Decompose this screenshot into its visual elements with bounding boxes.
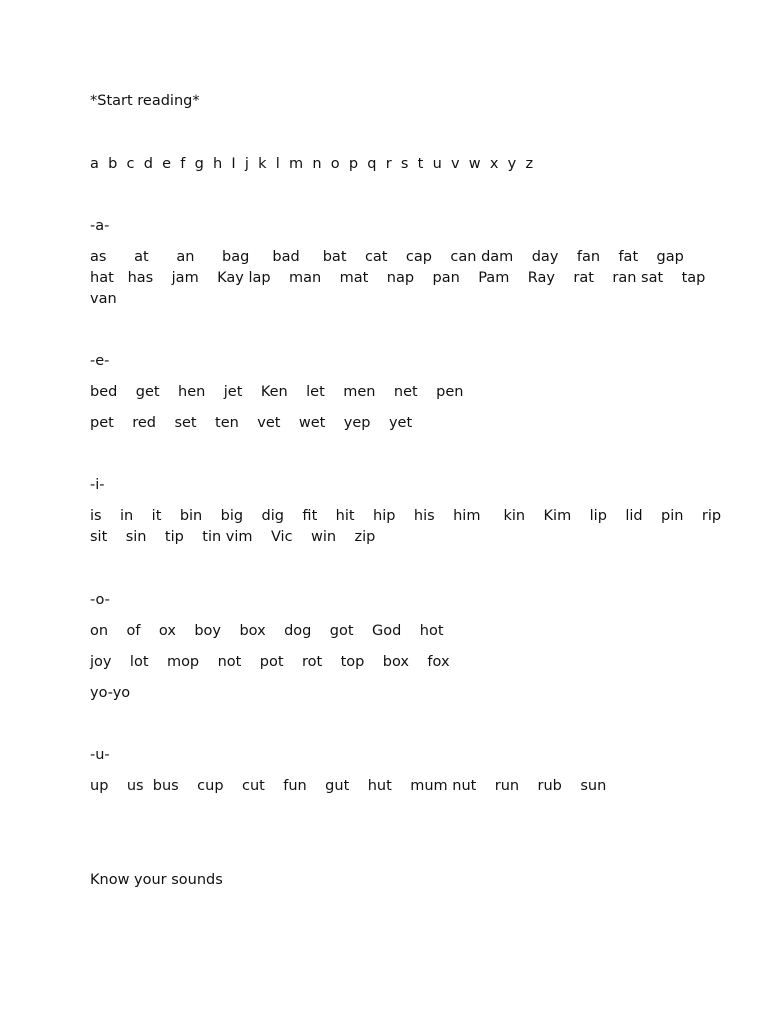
section-e-words-line-2: pet red set ten vet wet yep yet xyxy=(90,415,413,431)
section-o-words-line-1: on of ox boy box dog got God hot xyxy=(90,623,444,639)
section-e-words-line-1: bed get hen jet Ken let men net pen xyxy=(90,384,464,400)
section-a-label: -a- xyxy=(90,218,110,234)
start-reading-heading: *Start reading* xyxy=(90,93,200,109)
section-a-words-line-2: hat has jam Kay lap man mat nap pan Pam Ray rat ran sat tap xyxy=(90,270,706,286)
section-i-label: -i- xyxy=(90,477,105,493)
section-i-words-line-2: sit sin tip tin vim Vic win zip xyxy=(90,529,376,545)
section-a-words-line-1: as at an bag bad bat cat cap can dam day fan fat gap xyxy=(90,249,684,265)
section-o-label: -o- xyxy=(90,592,110,608)
know-your-sounds-text: Know your sounds xyxy=(90,872,223,888)
section-a-words-line-3: van xyxy=(90,291,117,307)
alphabet-line: a b c d e f g h I j k l m n o p q r s t u v w x y z xyxy=(90,156,534,172)
section-u-label: -u- xyxy=(90,747,110,763)
section-e-label: -e- xyxy=(90,353,110,369)
section-u-words-line-1: up us bus cup cut fun gut hut mum nut run rub sun xyxy=(90,778,607,794)
section-o-words-line-2: joy lot mop not pot rot top box fox xyxy=(90,654,450,670)
section-o-words-line-3: yo-yo xyxy=(90,685,131,701)
section-i-words-line-1: is in it bin big dig fit hit hip his him kin Kim lip lid pin rip xyxy=(90,508,722,524)
